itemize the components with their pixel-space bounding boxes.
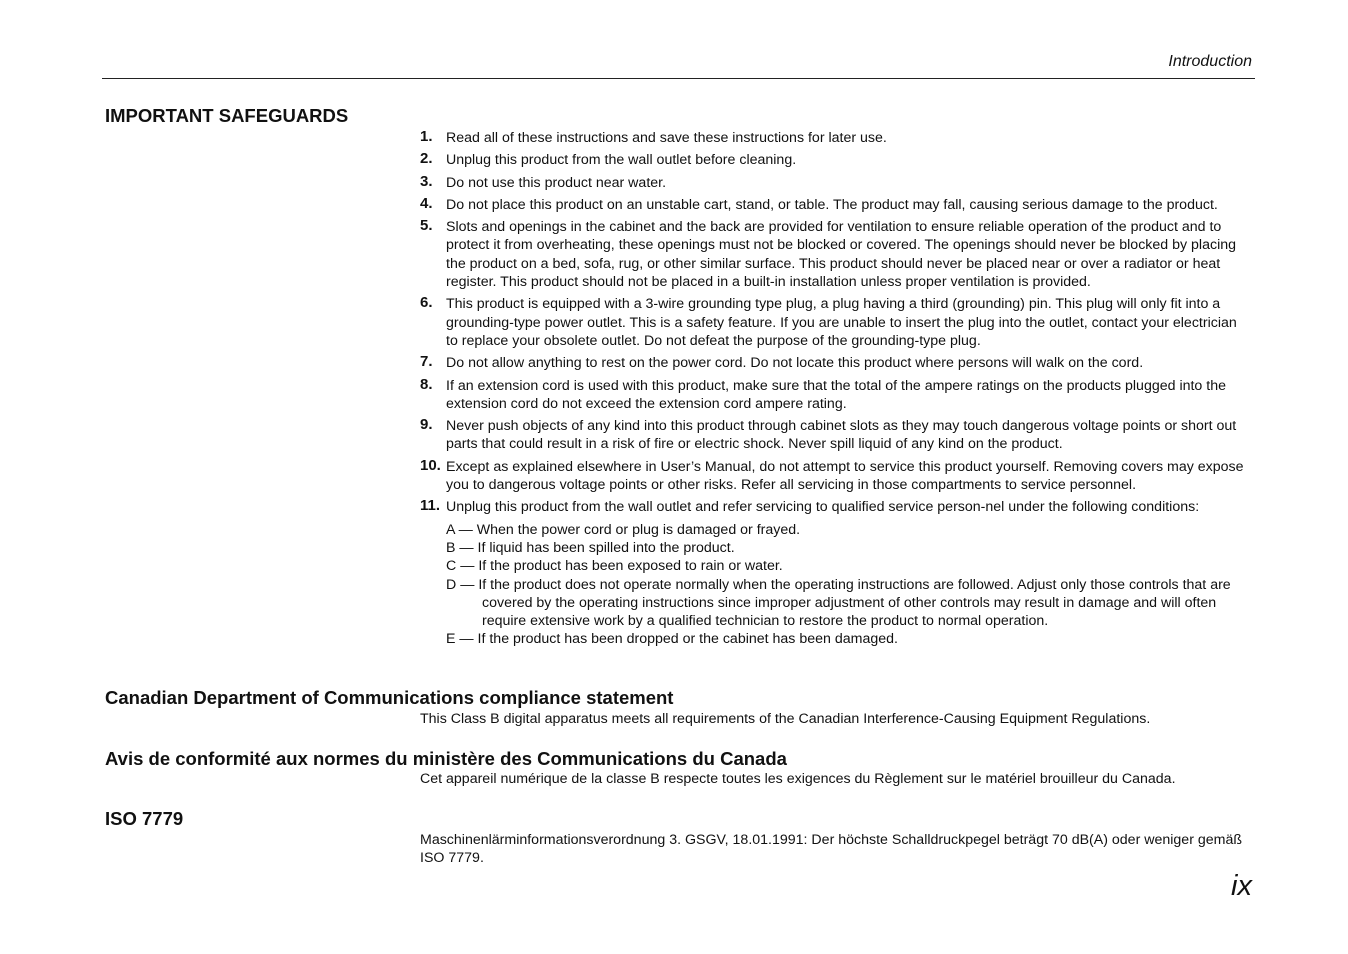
safeguard-item-11 bbox=[420, 498, 1252, 516]
iso-text: Maschinenlärminformationsverordnung 3. GSGV, 18.01.1991: Der höchste Schalldruckpegel beträgt 70 dB(A) oder weniger gemäß ISO 7779. bbox=[420, 832, 1243, 867]
condition-item: E — If the product has been dropped or the cabinet has been damaged. bbox=[446, 631, 898, 648]
item-number: 11. bbox=[420, 497, 441, 515]
safeguards-list bbox=[420, 129, 1252, 517]
item-number: 3. bbox=[420, 172, 433, 190]
item-number: 2. bbox=[420, 150, 433, 168]
safeguard-item-2 bbox=[420, 151, 1252, 169]
item-number: 8. bbox=[420, 375, 433, 393]
item-number: 7. bbox=[420, 353, 433, 371]
condition-item: B — If liquid has been spilled into the product. bbox=[446, 539, 735, 556]
safeguard-item-6 bbox=[420, 295, 1252, 350]
item-text: Do not place this product on an unstable cart, stand, or table. The product may fall, causing serious damage to the product. bbox=[446, 196, 1218, 213]
safeguards-heading: IMPORTANT SAFEGUARDS bbox=[105, 105, 349, 126]
canadian-compliance-heading: Canadian Department of Communications compliance statement bbox=[105, 687, 674, 708]
safeguard-item-1 bbox=[420, 129, 1252, 147]
item-text: This product is equipped with a 3-wire grounding type plug, a plug having a third (grounding) pin. This plug will only fit into a grounding-type power outlet. This is a safety feature. If you are unable to insert the plug into the outlet, contact your electrician to replace your obsolete outlet. Do not defeat the purpose of the grounding-type plug. bbox=[446, 296, 1237, 349]
item-number: 6. bbox=[420, 294, 433, 312]
item-text: If an extension cord is used with this product, make sure that the total of the ampere ratings on the products plugged into the extension cord do not exceed the extension cord ampere rating. bbox=[446, 377, 1226, 412]
canadian-compliance-text: This Class B digital apparatus meets all requirements of the Canadian Interference-Causing Equipment Regulations. bbox=[420, 711, 1151, 727]
service-conditions-list bbox=[446, 521, 1252, 649]
condition-item: D — If the product does not operate normally when the operating instructions are followed. Adjust only those controls that are covered by the operating instructions since improper adjustment of other controls may result in damage and will often require extensive work by a qualified technician to restore the product to normal operation. bbox=[446, 576, 1231, 630]
item-number: 1. bbox=[420, 128, 433, 145]
safeguard-item-7 bbox=[420, 354, 1252, 372]
item-number: 4. bbox=[420, 194, 433, 212]
item-text: Do not use this product near water. bbox=[446, 174, 667, 191]
canadian-compliance-fr-heading: Avis de conformité aux normes du ministère des Communications du Canada bbox=[105, 748, 787, 769]
item-text: Except as explained elsewhere in User’s Manual, do not attempt to service this product yourself. Removing covers may expose you to dangerous voltage points or other risks. Refer all servicing in those compartments to service personnel. bbox=[446, 458, 1244, 494]
canadian-compliance-fr-text: Cet appareil numérique de la classe B respecte toutes les exigences du Règlement sur le matériel brouilleur du Canada. bbox=[420, 771, 1176, 787]
canadian-compliance-body bbox=[420, 710, 1252, 728]
item-text: Never push objects of any kind into this product through cabinet slots as they may touch dangerous voltage points or short out parts that could result in a risk of fire or electric shock. Never spill liquid of any kind on the product. bbox=[446, 418, 1237, 453]
item-text: Do not allow anything to rest on the power cord. Do not locate this product where persons will walk on the cord. bbox=[446, 355, 1144, 372]
page-number: ix bbox=[1231, 870, 1252, 902]
header-rule bbox=[102, 78, 1255, 79]
running-header-title: Introduction bbox=[1168, 53, 1252, 70]
canadian-compliance-fr-body bbox=[420, 770, 1252, 788]
item-text: Read all of these instructions and save these instructions for later use. bbox=[446, 130, 887, 146]
item-text: Unplug this product from the wall outlet and refer servicing to qualified service person-nel under the following conditions: bbox=[446, 499, 1200, 516]
safeguard-item-8 bbox=[420, 377, 1252, 414]
condition-item: A — When the power cord or plug is damaged or frayed. bbox=[446, 521, 801, 538]
safeguard-item-3 bbox=[420, 174, 1252, 192]
safeguard-item-4 bbox=[420, 196, 1252, 214]
safeguard-item-5 bbox=[420, 218, 1252, 291]
item-number: 9. bbox=[420, 416, 433, 434]
item-number: 5. bbox=[420, 217, 433, 235]
item-text: Slots and openings in the cabinet and the back are provided for ventilation to ensure reliable operation of the product and to protect it from overheating, these openings must not be blocked or covered. The openings should never be blocked by placing the product on a bed, sofa, rug, or other similar surface. This product should never be placed near or over a radiator or heat register. This product should not be placed in a built-in installation unless proper ventilation is provided. bbox=[446, 219, 1236, 291]
item-number: 10. bbox=[420, 456, 441, 474]
safeguard-item-9 bbox=[420, 417, 1252, 454]
iso-body bbox=[420, 831, 1252, 868]
item-text: Unplug this product from the wall outlet before cleaning. bbox=[446, 152, 797, 169]
iso-heading: ISO 7779 bbox=[105, 808, 184, 829]
condition-item: C — If the product has been exposed to rain or water. bbox=[446, 558, 783, 575]
safeguard-item-10 bbox=[420, 458, 1252, 495]
safeguards-body bbox=[420, 129, 1252, 649]
